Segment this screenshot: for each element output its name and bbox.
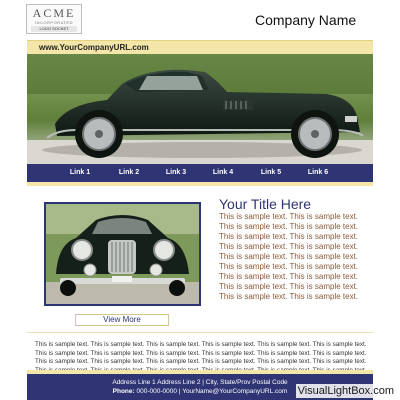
section-divider: [27, 332, 373, 333]
footer-phone: 000-000-0000: [136, 388, 177, 395]
main-nav: [27, 164, 373, 182]
nav-link-1[interactable]: Link 1: [69, 169, 91, 176]
company-name: Company Name: [255, 12, 357, 28]
content-body: This is sample text. This is sample text. This is sample text. This is sample text. This is sample text. This is sample text. This is sample text. This is sample text. This is sample text. This is sample text. This is sample text. This is sample text. This is sample text. This is sample text. This is sample text. This is sample text. This is sample text. This is sample text.: [219, 212, 359, 301]
logo-subtitle: INCORPORATED: [35, 20, 73, 25]
logo-name: ACME: [32, 6, 76, 20]
company-url[interactable]: www.YourCompanyURL.com: [39, 43, 149, 52]
nav-link-4[interactable]: Link 4: [212, 169, 234, 176]
feature-photo[interactable]: [44, 202, 201, 306]
footer-email[interactable]: YourName@YourCompanyURL.com: [182, 388, 288, 395]
nav-link-2[interactable]: Link 2: [118, 169, 140, 176]
footer-separator: |: [178, 388, 181, 395]
url-bar: [27, 40, 373, 54]
feature-car-illustration: [46, 204, 199, 304]
nav-underline: [27, 182, 373, 186]
nav-link-5[interactable]: Link 5: [260, 169, 282, 176]
view-more-button[interactable]: View More: [75, 314, 169, 326]
hero-image: [27, 54, 373, 164]
logo-tag: LOGO SOCKET: [31, 26, 77, 32]
footer-phone-label: Phone:: [112, 388, 135, 395]
footer-address: Address Line 1 Address Line 2 | City, State/Prov Postal Code: [112, 379, 288, 386]
company-logo: [26, 4, 82, 34]
watermark-link[interactable]: VisualLightBox.com: [297, 385, 394, 397]
content-title: Your Title Here: [219, 196, 312, 212]
bottom-paragraph: This is sample text. This is sample text. This is sample text. This is sample text. This is sample text. This is sample text. This is sample text. This is sample text. This is sample text. This is sample text. This is sample text. This is sample text. This is sample text. This is sample text. This is sample text. This is sample text. This is sample text. This is sample text.: [35, 341, 367, 365]
nav-link-6[interactable]: Link 6: [307, 169, 329, 176]
hero-car-illustration: [27, 54, 373, 164]
nav-link-3[interactable]: Link 3: [165, 169, 187, 176]
